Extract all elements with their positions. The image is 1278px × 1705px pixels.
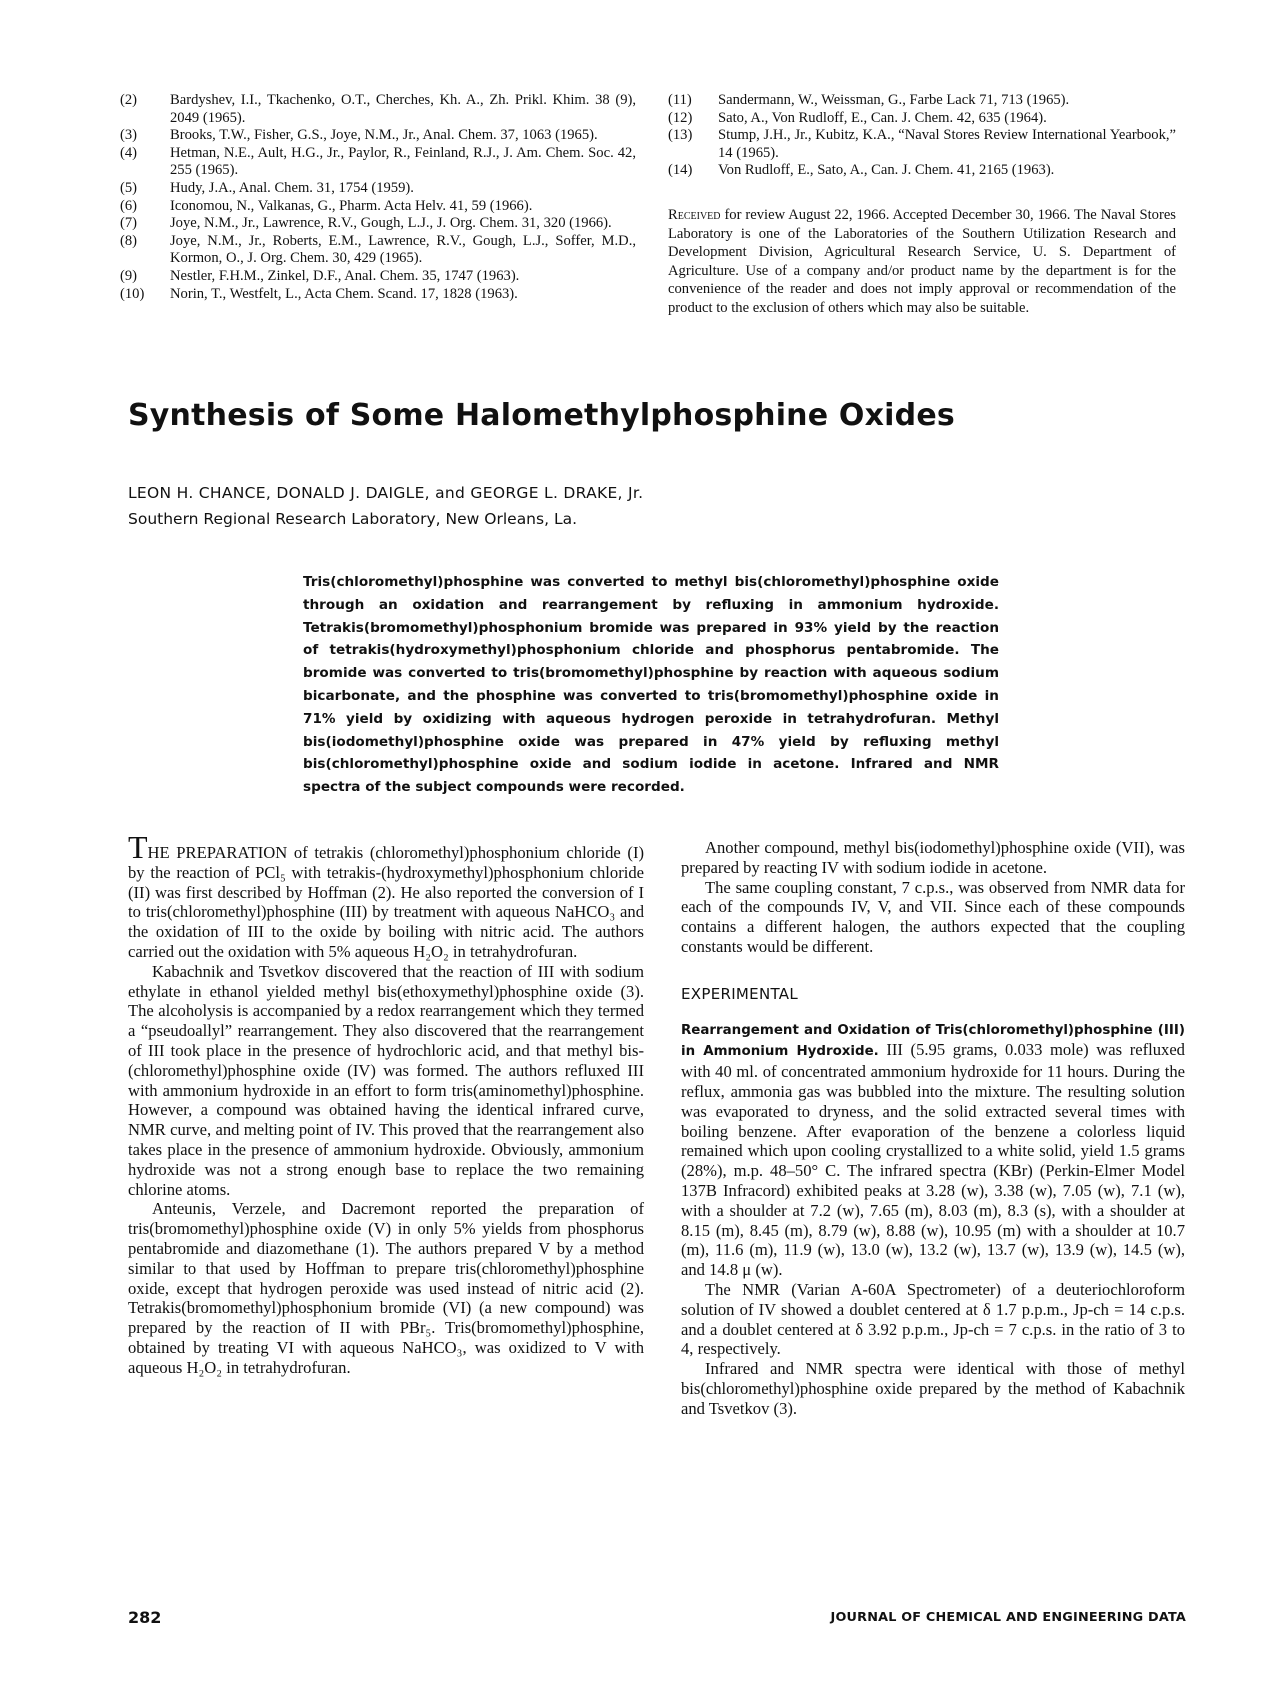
article-affiliation: Southern Regional Research Laboratory, New Orleans, La. [128,510,578,528]
reference-text: Von Rudloff, E., Sato, A., Can. J. Chem. 41, 2165 (1963). [718,162,1055,179]
reference-text: Hetman, N.E., Ault, H.G., Jr., Paylor, R., Feinland, R.J., J. Am. Chem. Soc. 42, 255 (1965). [170,144,636,179]
reference-list-left [120,92,636,303]
reference-text: Sandermann, W., Weissman, G., Farbe Lack 71, 713 (1965). [718,92,1070,108]
reference-number: (6) [120,197,138,214]
reference-text: Iconomou, N., Valkanas, G., Pharm. Acta Helv. 41, 59 (1966). [170,197,533,214]
reference-text: Brooks, T.W., Fisher, G.S., Joye, N.M., Jr., Anal. Chem. 37, 1063 (1965). [170,127,598,144]
received-lead: Received [668,207,721,223]
reference-number: (4) [120,144,138,161]
body-paragraph: Infrared and NMR spectra were identical with those of methyl bis(chloromethyl)phosphine oxide prepared by the method of Kabachnik and Tsvetkov (3). [681,1359,1185,1418]
section-heading: EXPERIMENTAL [681,984,798,1003]
body-paragraph: Anteunis, Verzele, and Dacremont reported the preparation of tris(bromomethyl)phosphine oxide (V) in only 5% yields from phosphorus pentabromide and diazomethane (1). The authors prepared V by a method similar to that used by Hoffman to prepare tris(chloromethyl)phosphine oxide, except that hydrogen peroxide was used instead of nitric acid (2). Tetrakis(bromomethyl)phosphonium bromide (VI) (a new compound) was prepared by the reaction of II with PBr₅. Tris(bromomethyl)phosphine, obtained by treating VI with aqueous NaHCO₃, was oxidized to V with aqueous H₂O₂ in tetrahydrofuran. [128,1199,644,1377]
body-paragraph [681,1019,1185,1280]
reference-number: (13) [668,127,693,144]
received-note [668,206,1176,318]
reference-number: (8) [120,232,138,249]
received-text: for review August 22, 1966. Accepted December 30, 1966. The Naval Stores Laboratory is one of the Laboratories of the Southern Utilization Research and Development Division, Agricultural Research Service, U. S. Department of Agriculture. Use of a company and/or product name by the department is for the convenience of the reader and does not imply approval or recommendation of the product to the exclusion of others which may also be suitable. [668,207,1176,316]
body-paragraph: Another compound, methyl bis(iodomethyl)phosphine oxide (VII), was prepared by reacting IV with sodium iodide in acetone. [681,838,1185,877]
reference-list-right [668,92,1176,180]
reference-text: Nestler, F.H.M., Zinkel, D.F., Anal. Chem. 35, 1747 (1963). [170,267,520,284]
body-paragraph: Kabachnik and Tsvetkov discovered that the reaction of III with sodium ethylate in ethanol yielded methyl bis(ethoxymethyl)phosphine oxide (3). The alcoholysis is accompanied by a redox rearrangement which they termed a “pseudoallyl” rearrangement. They also discovered that the rearrangement of III took place in the presence of hydrochloric acid, and that methyl bis-(chloromethyl)phosphine oxide (IV) was formed. The authors refluxed III with ammonium hydroxide in an effort to form tris(aminomethyl)phosphine. However, a compound was obtained having the identical infrared curve, NMR curve, and melting point of IV. This proved that the rearrangement also takes place in the presence of ammonium hydroxide. Obviously, ammonium hydroxide was not a strong enough base to replace the two remaining chlorine atoms. [128,961,644,1199]
reference-number: (14) [668,162,693,179]
reference-item [120,215,636,233]
paragraph-text: HE PREPARATION of tetrakis (chloromethyl)phosphonium chloride (I) by the reaction of PCl₅ with tetrakis-(hydroxymethyl)phosphonium chloride (II) was first described by Hoffman (2). He also reported the conversion of I to tris(chloromethyl)phosphine (III) by treatment with aqueous NaHCO₃ and the oxidation of III to the oxide by boiling with nitric acid. The authors carried out the oxidation with 5% aqueous H₂O₂ in tetrahydrofuran. [128,843,644,961]
reference-number: (7) [120,215,138,232]
reference-item [120,286,636,304]
body-column-right [681,838,1185,1419]
reference-item [668,162,1176,180]
reference-number: (11) [668,92,692,108]
article-authors: LEON H. CHANCE, DONALD J. DAIGLE, and GEORGE L. DRAKE, Jr. [128,484,644,502]
reference-item [668,110,1176,128]
body-paragraph: The same coupling constant, 7 c.p.s., was observed from NMR data for each of the compounds IV, V, and VII. Since each of these compounds contains a different halogen, the authors expected that the coupling constants would be different. [681,877,1185,956]
drop-cap: T [128,829,148,865]
page-number: 282 [128,1608,162,1627]
paragraph-text: III (5.95 grams, 0.033 mole) was refluxed with 40 ml. of concentrated ammonium hydroxide for 11 hours. During the reflux, ammonia gas was bubbled into the mixture. The resulting solution was evaporated to dryness, and the solid extracted several times with boiling benzene. After evaporation of the benzene a colorless liquid remained which upon cooling crystallized to a white solid, yield 1.5 grams (28%), m.p. 48–50° C. The infrared spectra (KBr) (Perkin-Elmer Model 137B Infracord) exhibited peaks at 3.28 (w), 3.38 (w), 7.05 (w), 7.1 (w), with a shoulder at 7.2 (w), 7.65 (m), 8.03 (m), 8.3 (s), with a shoulder at 8.15 (m), 8.45 (m), 8.79 (w), 8.88 (w), 10.95 (m) with a shoulder at 10.7 (m), 11.6 (m), 11.9 (w), 13.0 (w), 13.2 (w), 13.7 (w), 13.9 (w), 14.5 (w), and 14.8 μ (w). [681,1040,1185,1280]
reference-text: Sato, A., Von Rudloff, E., Can. J. Chem. 42, 635 (1964). [718,109,1047,126]
reference-item [120,180,636,198]
reference-number: (2) [120,92,138,108]
reference-text: Hudy, J.A., Anal. Chem. 31, 1754 (1959). [170,179,414,196]
reference-number: (9) [120,267,138,284]
reference-item [668,92,1176,110]
reference-text: Stump, J.H., Jr., Kubitz, K.A., “Naval Stores Review International Yearbook,” 14 (1965). [718,127,1176,161]
article-title: Synthesis of Some Halomethylphosphine Oxides [128,398,955,433]
reference-item [668,127,1176,162]
reference-text: Bardyshev, I.I., Tkachenko, O.T., Cherches, Kh. A., Zh. Prikl. Khim. 38 (9), 2049 (1965). [170,92,636,126]
reference-number: (10) [120,285,145,302]
body-paragraph: The NMR (Varian A-60A Spectrometer) of a deuteriochloroform solution of IV showed a doublet centered at δ 1.7 p.p.m., Jp-ch = 14 c.p.s. and a doublet centered at δ 3.92 p.p.m., Jp-ch = 7 c.p.s. in the ratio of 3 to 4, respectively. [681,1279,1185,1359]
reference-item [120,268,636,286]
reference-number: (5) [120,179,138,196]
reference-item [120,145,636,180]
reference-item [120,198,636,216]
journal-name: JOURNAL OF CHEMICAL AND ENGINEERING DATA [830,1610,1186,1625]
article-abstract: Tris(chloromethyl)phosphine was converted to methyl bis(chloromethyl)phosphine oxide through an oxidation and rearrangement by refluxing in ammonium hydroxide. Tetrakis(bromomethyl)phosphonium bromide was prepared in 93% yield by the reaction of tetrakis(hydroxymethyl)phosphonium chloride and phosphorus pentabromide. The bromide was converted to tris(bromomethyl)phosphine by reaction with aqueous sodium bicarbonate, and the phosphine was converted to tris(bromomethyl)phosphine oxide in 71% yield by oxidizing with aqueous hydrogen peroxide in tetrahydrofuran. Methyl bis(iodomethyl)phosphine oxide was prepared in 47% yield by refluxing methyl bis(chloromethyl)phosphine oxide and sodium iodide in acetone. Infrared and NMR spectra of the subject compounds were recorded. [303,574,999,796]
reference-item [120,233,636,268]
run-in-heading: Rearrangement and Oxidation of Tris(chloromethyl)phosphine (III) in Ammonium Hydroxide. [681,1022,1185,1060]
reference-text: Joye, N.M., Jr., Roberts, E.M., Lawrence, R.V., Gough, L.J., Soffer, M.D., Kormon, O., J. Org. Chem. 30, 429 (1965). [170,232,636,267]
reference-number: (12) [668,109,693,126]
reference-text: Norin, T., Westfelt, L., Acta Chem. Scand. 17, 1828 (1963). [170,285,518,302]
reference-item [120,127,636,145]
body-column-left [128,829,644,1378]
reference-item [120,92,636,127]
body-paragraph [128,829,644,962]
reference-number: (3) [120,127,138,144]
reference-text: Joye, N.M., Jr., Lawrence, R.V., Gough, L.J., J. Org. Chem. 31, 320 (1966). [170,215,612,232]
